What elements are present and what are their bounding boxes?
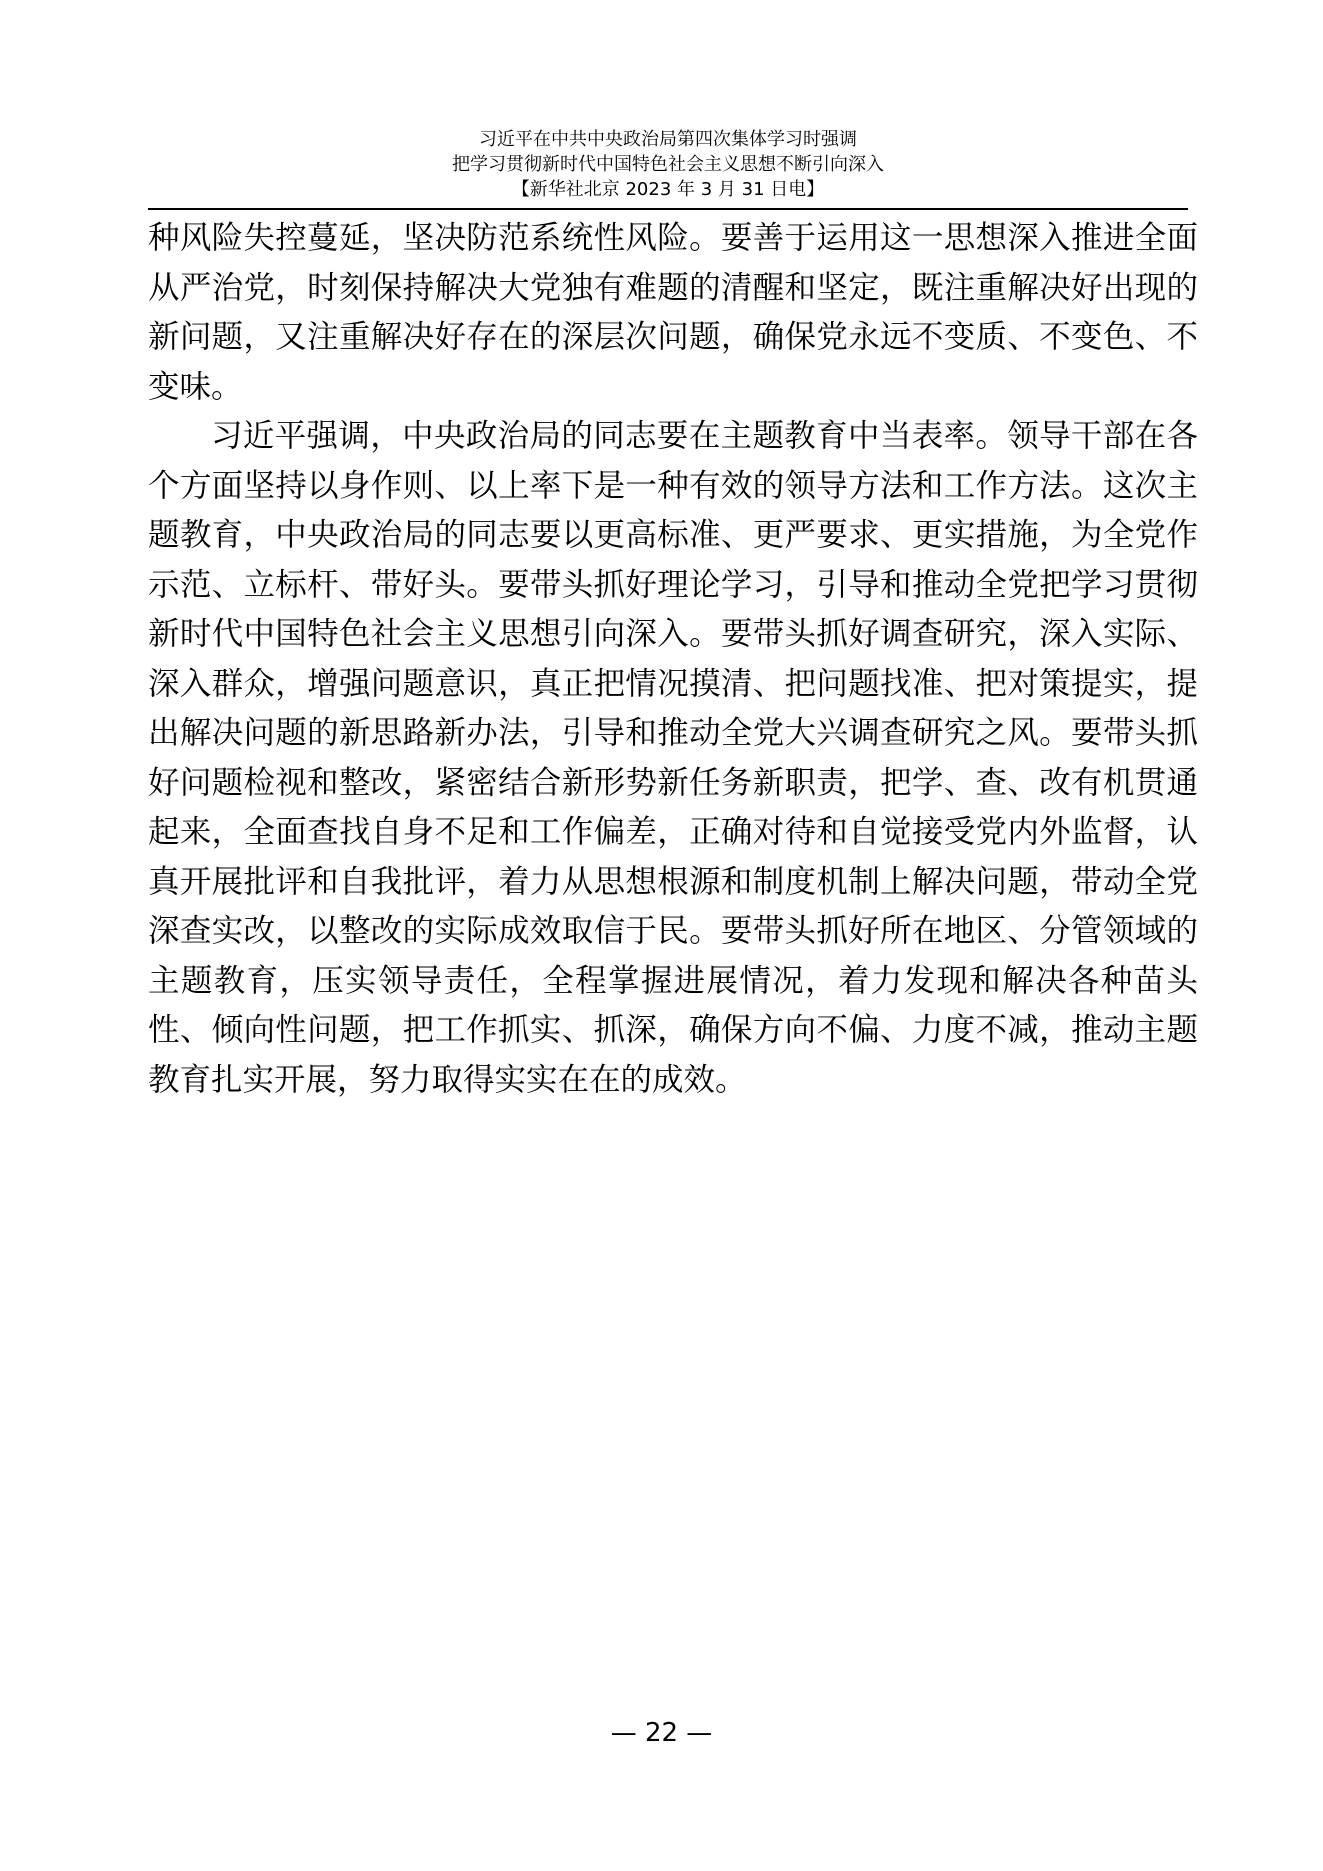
header-divider <box>148 208 1188 210</box>
page-number: — 22 — <box>610 1718 713 1748</box>
article-body <box>148 214 1198 1105</box>
header-subtitle-line: 把学习贯彻新时代中国特色社会主义思想不断引向深入 <box>452 154 884 175</box>
header-source-line: 【新华社北京 2023 年 3 月 31 日电】 <box>511 179 825 200</box>
header-title-line: 习近平在中共中央政治局第四次集体学习时强调 <box>479 129 857 150</box>
page-header <box>148 127 1188 202</box>
body-paragraph-continued: 种风险失控蔓延，坚决防范系统性风险。要善于运用这一思想深入推进全面从严治党，时刻保持解决大党独有难题的清醒和坚定，既注重解决好出现的新问题，又注重解决好存在的深层次问题，确保党永远不变质、不变色、不变味。 <box>148 220 1198 405</box>
body-paragraph: 习近平强调，中央政治局的同志要在主题教育中当表率。领导干部在各个方面坚持以身作则、以上率下是一种有效的领导方法和工作方法。这次主题教育，中央政治局的同志要以更高标准、更严要求、更实措施，为全党作示范、立标杆、带好头。要带头抓好理论学习，引导和推动全党把学习贯彻新时代中国特色社会主义思想引向深入。要带头抓好调查研究，深入实际、深入群众，增强问题意识，真正把情况摸清、把问题找准、把对策提实，提出解决问题的新思路新办法，引导和推动全党大兴调查研究之风。要带头抓好问题检视和整改，紧密结合新形势新任务新职责，把学、查、改有机贯通起来，全面查找自身不足和工作偏差，正确对待和自觉接受党内外监督，认真开展批评和自我批评，着力从思想根源和制度机制上解决问题，带动全党深查实改，以整改的实际成效取信于民。要带头抓好所在地区、分管领域的主题教育，压实领导责任，全程掌握进展情况，着力发现和解决各种苗头性、倾向性问题，把工作抓实、抓深，确保方向不偏、力度不减，推动主题教育扎实开展，努力取得实实在在的成效。 <box>148 418 1198 1098</box>
